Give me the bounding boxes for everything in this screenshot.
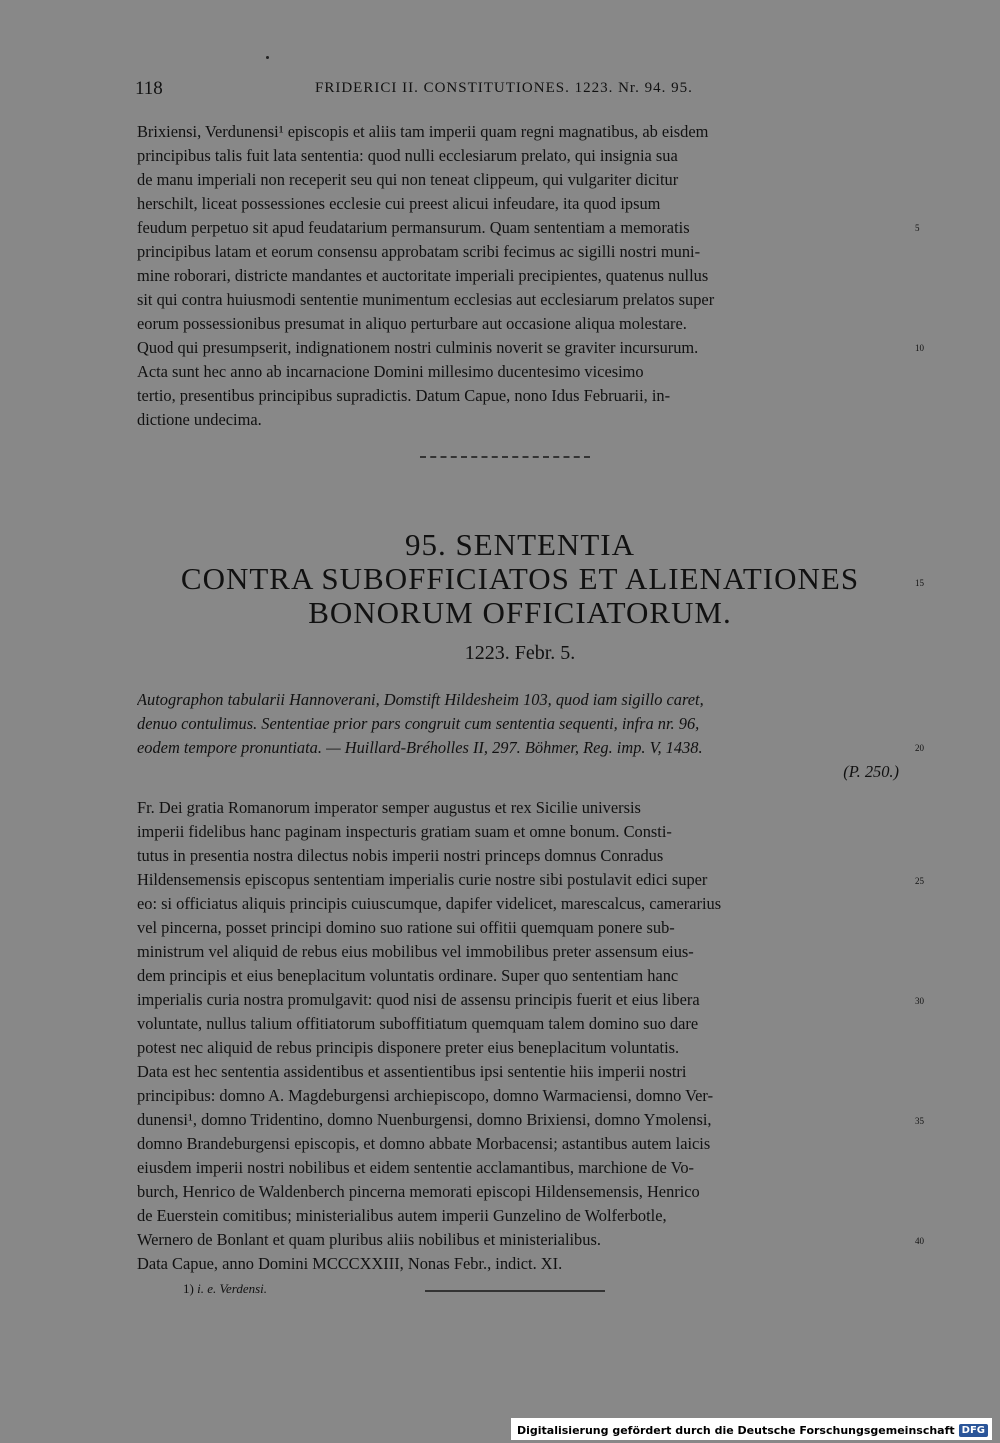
section-title-line-1: 95. SENTENTIA [405, 527, 635, 562]
line-number: 25 [915, 876, 924, 886]
footnote-text: i. e. Verdensi. [197, 1281, 268, 1296]
text-line: Brixiensi, Verdunensi¹ episcopis et aliis tam imperii quam regni magnatibus, ab eisdem [137, 122, 709, 141]
text-line: principibus: domno A. Magdeburgensi archiepiscopo, domno Warmaciensi, domno Ver- [137, 1086, 714, 1105]
line-number: 10 [915, 343, 924, 353]
text-line: principibus latam et eorum consensu approbatam scribi fecimus ac sigilli nostri muni- [137, 242, 701, 261]
section-title-line-3: BONORUM OFFICIATORUM. [308, 595, 732, 630]
text-line: dictione undecima. [137, 410, 262, 429]
text-line: domno Brandeburgensi episcopis, et domno abbate Morbacensi; astantibus autem laicis [137, 1134, 711, 1153]
footnote [183, 1281, 267, 1297]
text-line: de manu imperiali non receperit seu qui non teneat clippeum, qui vulgariter dicitur [137, 170, 679, 189]
section-title-line-2: CONTRA SUBOFFICIATOS ET ALIENATIONES [180, 561, 860, 596]
text-line: mine roborari, districte mandantes et auctoritate imperiali precipientes, quatenus nullus [137, 266, 709, 285]
line-number: 15 [915, 578, 924, 588]
line-number: 5 [915, 223, 920, 233]
footnote-marker: 1) [183, 1281, 194, 1296]
note-line: Autographon tabularii Hannoverani, Domstift Hildesheim 103, quod iam sigillo caret, [137, 690, 704, 709]
text-line: herschilt, liceat possessiones ecclesie cui preest alicui infeudare, ita quod ipsum [137, 194, 661, 213]
text-line: ministrum vel aliquid de rebus eius mobilibus vel immobilibus preter assensum eius- [137, 942, 694, 961]
text-line: Data Capue, anno Domini MCCCXXIII, Nonas Febr., indict. XI. [137, 1254, 563, 1273]
credit-text: Digitalisierung gefördert durch die Deutsche Forschungsgemeinschaft [516, 1423, 955, 1437]
line-number: 30 [915, 996, 924, 1006]
text-line: voluntate, nullus talium offitiatorum suboffitiatum quemquam talem domino suo dare [137, 1014, 699, 1033]
text-line: Data est hec sententia assidentibus et assentientibus ipsi sententie hiis imperii nostri [137, 1062, 687, 1081]
dfg-logo: DFG [959, 1424, 988, 1437]
text-line: Hildensemensis episcopus sententiam imperialis curie nostre sibi postulavit edici super [137, 870, 708, 889]
text-line: dem principis et eius beneplacitum voluntatis ordinare. Super quo sententiam hanc [137, 966, 679, 985]
text-line: Wernero de Bonlant et quam pluribus aliis nobilibus et ministerialibus. [137, 1230, 601, 1249]
text-line: Quod qui presumpserit, indignationem nostri culminis noverit se graviter incursurum. [137, 338, 699, 357]
note-line: denuo contulimus. Sententiae prior pars congruit cum sententia sequenti, infra nr. 96, [137, 714, 700, 733]
text-line: tutus in presentia nostra dilectus nobis imperii nostri princeps domnus Conradus [137, 846, 664, 865]
text-line: eiusdem imperii nostri nobilibus et eidem sententie acclamantibus, marchione de Vo- [137, 1158, 694, 1177]
text-line: eo: si officiatus aliquis principis cuiuscumque, dapifer videlicet, marescalcus, camerarius [137, 894, 722, 913]
text-line: imperii fidelibus hanc paginam inspecturis gratiam suam et omne bonum. Consti- [137, 822, 672, 841]
text-line: burch, Henrico de Waldenberch pincerna memorati episcopi Hildensemensis, Henrico [137, 1182, 700, 1201]
text-line: eorum possessionibus presumat in aliquo perturbare aut occasione aliqua molestare. [137, 314, 687, 333]
funding-credit [511, 1418, 992, 1440]
text-line: sit qui contra huiusmodi sententie munimentum ecclesias aut ecclesiarum prelatos super [137, 290, 715, 309]
line-number: 35 [915, 1116, 924, 1126]
line-number: 40 [915, 1236, 924, 1246]
page-number: 118 [135, 78, 163, 99]
text-line: principibus talis fuit lata sententia: quod nulli ecclesiarum prelato, qui insignia sua [137, 146, 678, 165]
text-line: feudum perpetuo sit apud feudatarium permansurum. Quam sententiam a memoratis [137, 218, 690, 237]
text-line: tertio, presentibus principibus supradictis. Datum Capue, nono Idus Februarii, in- [137, 386, 671, 405]
note-line: (P. 250.) [843, 762, 899, 781]
footnote-rule [425, 1290, 605, 1292]
text-line: potest nec aliquid de rebus principis disponere preter eius beneplacitum voluntatis. [137, 1038, 680, 1057]
page-header [135, 74, 850, 104]
line-number: 20 [915, 743, 924, 753]
speck-mark [266, 56, 269, 59]
text-line: vel pincerna, posset principi domino suo ratione sui offitii quemquam ponere sub- [137, 918, 675, 937]
text-line: de Euerstein comitibus; ministerialibus autem imperii Gunzelino de Wolferbotle, [137, 1206, 667, 1225]
text-line: dunensi¹, domno Tridentino, domno Nuenburgensi, domno Brixiensi, domno Ymolensi, [137, 1110, 712, 1129]
text-line: imperialis curia nostra promulgavit: quod nisi de assensu principis fuerit et eius libera [137, 990, 700, 1009]
section-date: 1223. Febr. 5. [464, 642, 576, 664]
text-line: Acta sunt hec anno ab incarnacione Domini millesimo ducentesimo vicesimo [137, 362, 644, 381]
separator-rule [420, 456, 590, 458]
note-line: eodem tempore pronuntiata. — Huillard-Bréholles II, 297. Böhmer, Reg. imp. V, 1438. [137, 738, 703, 757]
text-line: Fr. Dei gratia Romanorum imperator semper augustus et rex Sicilie universis [137, 798, 641, 817]
running-title: FRIDERICI II. CONSTITUTIONES. 1223. Nr. 94. 95. [315, 80, 693, 96]
